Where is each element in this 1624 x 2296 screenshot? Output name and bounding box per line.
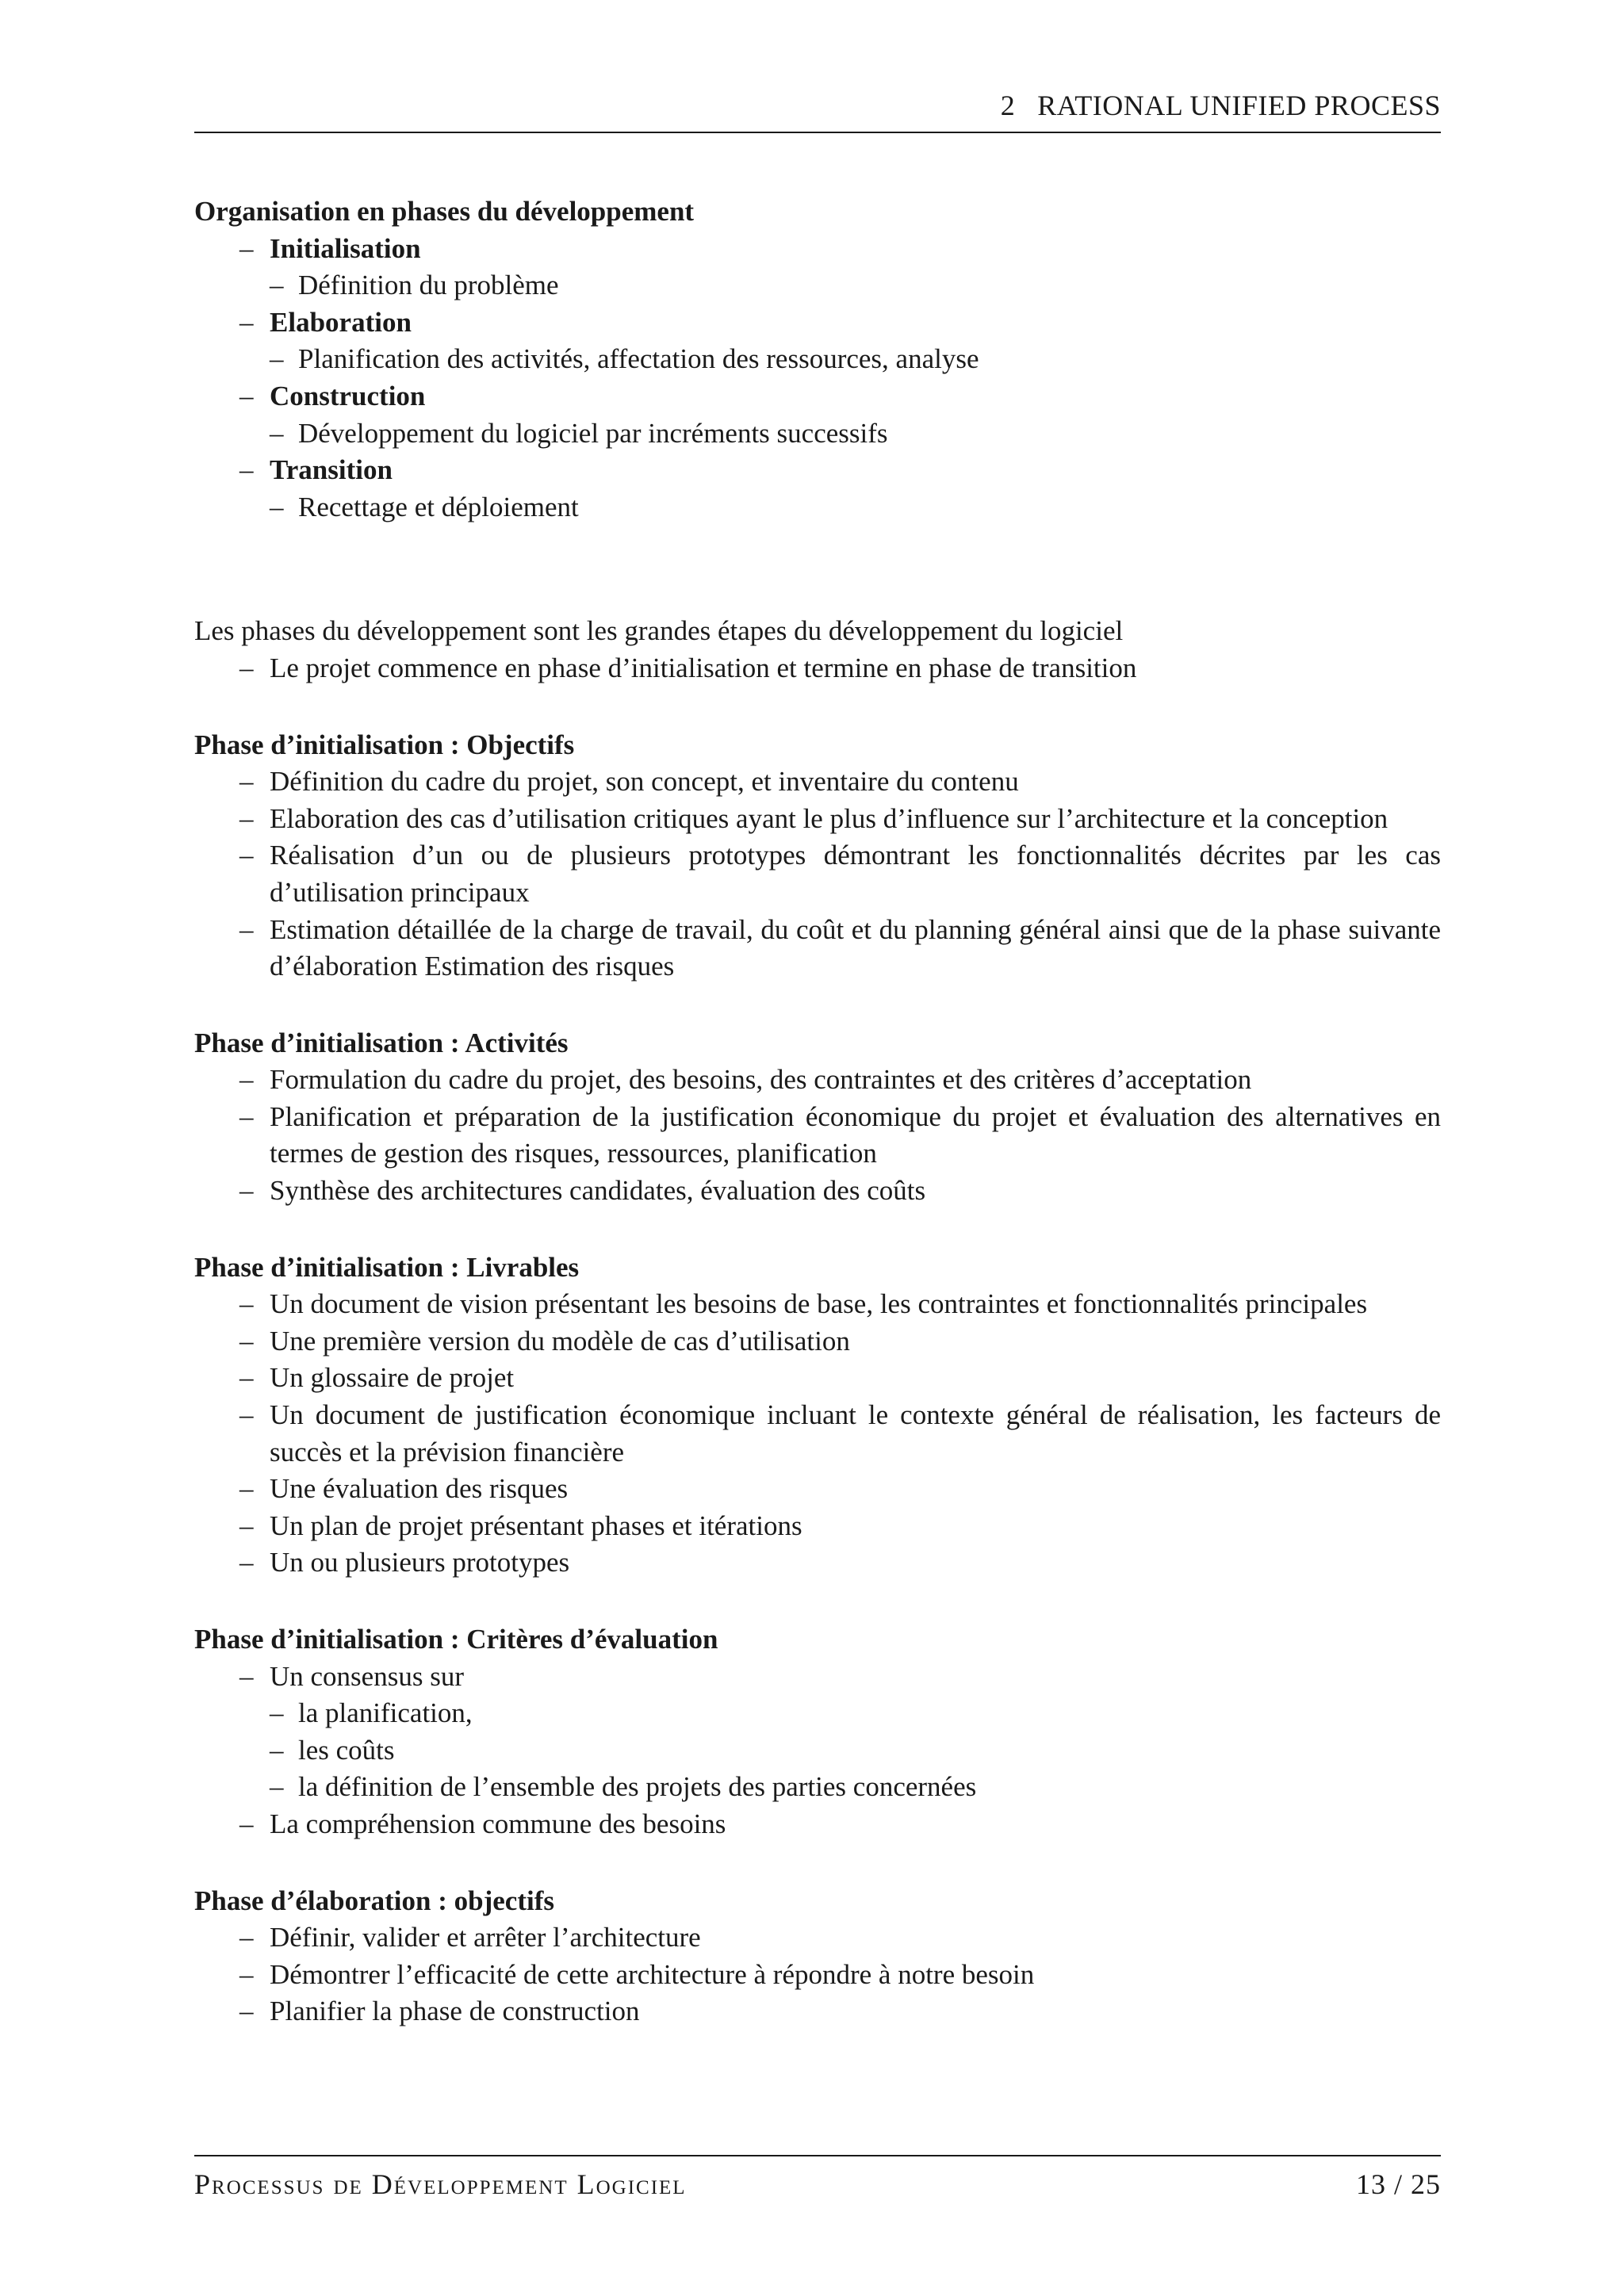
list-item: – Un ou plusieurs prototypes bbox=[194, 1544, 1441, 1582]
list-item: – Démontrer l’efficacité de cette architecture à répondre à notre besoin bbox=[194, 1957, 1441, 1994]
section-title: Phase d’initialisation : Critères d’évaluation bbox=[194, 1624, 718, 1655]
phase-name: Initialisation bbox=[270, 232, 421, 264]
section-title: Phase d’initialisation : Activités bbox=[194, 1027, 569, 1058]
section-init-activities bbox=[194, 1025, 1441, 1210]
list-item: – Définir, valider et arrêter l’architecture bbox=[194, 1919, 1441, 1957]
list-item: – Planification et préparation de la justification économique du projet et évaluation des alternatives en termes de gestion des risques, ressources, planification bbox=[194, 1099, 1441, 1173]
section-elab-objectives bbox=[194, 1883, 1441, 2030]
list-item: – Planifier la phase de construction bbox=[194, 1993, 1441, 2030]
list-item bbox=[194, 452, 1441, 526]
list-item: – Réalisation d’un ou de plusieurs prototypes démontrant les fonctionnalités décrites par les cas d’utilisation principaux bbox=[194, 837, 1441, 911]
list-item: – La compréhension commune des besoins bbox=[194, 1806, 1441, 1843]
section-phases-intro bbox=[194, 613, 1441, 687]
list-item bbox=[194, 231, 1441, 304]
page-content bbox=[194, 193, 1441, 2030]
list-item: – Un document de justification économique incluant le contexte général de réalisation, les facteurs de succès et la prévision financière bbox=[194, 1397, 1441, 1471]
list-item: – Le projet commence en phase d’initialisation et termine en phase de transition bbox=[194, 650, 1441, 687]
section-init-objectives bbox=[194, 727, 1441, 985]
section-title: Organisation en phases du développement bbox=[194, 196, 695, 227]
sub-list-item: – la définition de l’ensemble des projets des parties concernées bbox=[270, 1769, 1441, 1806]
list-item bbox=[194, 1659, 1441, 1806]
sub-list-item: – Recettage et déploiement bbox=[270, 489, 1441, 526]
list-item: – Estimation détaillée de la charge de travail, du coût et du planning général ainsi que de la phase suivante d’élaboration Estimation des risques bbox=[194, 912, 1441, 985]
chapter-number: 2 bbox=[1000, 90, 1016, 121]
section-init-criteria bbox=[194, 1621, 1441, 1843]
list-item: – Elaboration des cas d’utilisation critiques ayant le plus d’influence sur l’architecture et la conception bbox=[194, 801, 1441, 838]
sub-list-item: – Définition du problème bbox=[270, 267, 1441, 304]
phase-name: Transition bbox=[270, 454, 393, 486]
phase-list bbox=[194, 231, 1441, 526]
list-item: – Synthèse des architectures candidates, évaluation des coûts bbox=[194, 1173, 1441, 1210]
section-phases-organisation bbox=[194, 193, 1441, 526]
list-item: – Définition du cadre du projet, son concept, et inventaire du contenu bbox=[194, 763, 1441, 801]
list-item: – Formulation du cadre du projet, des besoins, des contraintes et des critères d’acceptation bbox=[194, 1062, 1441, 1099]
list-item: – Un glossaire de projet bbox=[194, 1360, 1441, 1397]
list-item: – Un plan de projet présentant phases et itérations bbox=[194, 1508, 1441, 1545]
list-item-text: Un consensus sur bbox=[270, 1660, 464, 1692]
sub-list-item: – Planification des activités, affectation des ressources, analyse bbox=[270, 341, 1441, 378]
sub-list-item: – la planification, bbox=[270, 1695, 1441, 1732]
section-title: Phase d’initialisation : Objectifs bbox=[194, 729, 575, 760]
sub-list-item: – les coûts bbox=[270, 1732, 1441, 1770]
list-item bbox=[194, 304, 1441, 378]
document-title: Processus de Développement Logiciel bbox=[194, 2168, 687, 2200]
phase-name: Construction bbox=[270, 380, 426, 411]
chapter-title: RATIONAL UNIFIED PROCESS bbox=[1037, 90, 1441, 121]
phase-name: Elaboration bbox=[270, 306, 412, 338]
list-item bbox=[194, 378, 1441, 452]
section-title: Phase d’élaboration : objectifs bbox=[194, 1885, 554, 1916]
list-item: – Une évaluation des risques bbox=[194, 1471, 1441, 1508]
page-number: 13 / 25 bbox=[1355, 2168, 1441, 2200]
section-title: Phase d’initialisation : Livrables bbox=[194, 1251, 580, 1283]
sub-list-item: – Développement du logiciel par incréments successifs bbox=[270, 415, 1441, 453]
running-footer bbox=[194, 2155, 1441, 2201]
list-item: – Une première version du modèle de cas d’utilisation bbox=[194, 1323, 1441, 1360]
running-header bbox=[194, 89, 1441, 133]
section-init-deliverables bbox=[194, 1249, 1441, 1582]
intro-paragraph: Les phases du développement sont les grandes étapes du développement du logiciel bbox=[194, 615, 1124, 647]
list-item: – Un document de vision présentant les besoins de base, les contraintes et fonctionnalités principales bbox=[194, 1286, 1441, 1323]
